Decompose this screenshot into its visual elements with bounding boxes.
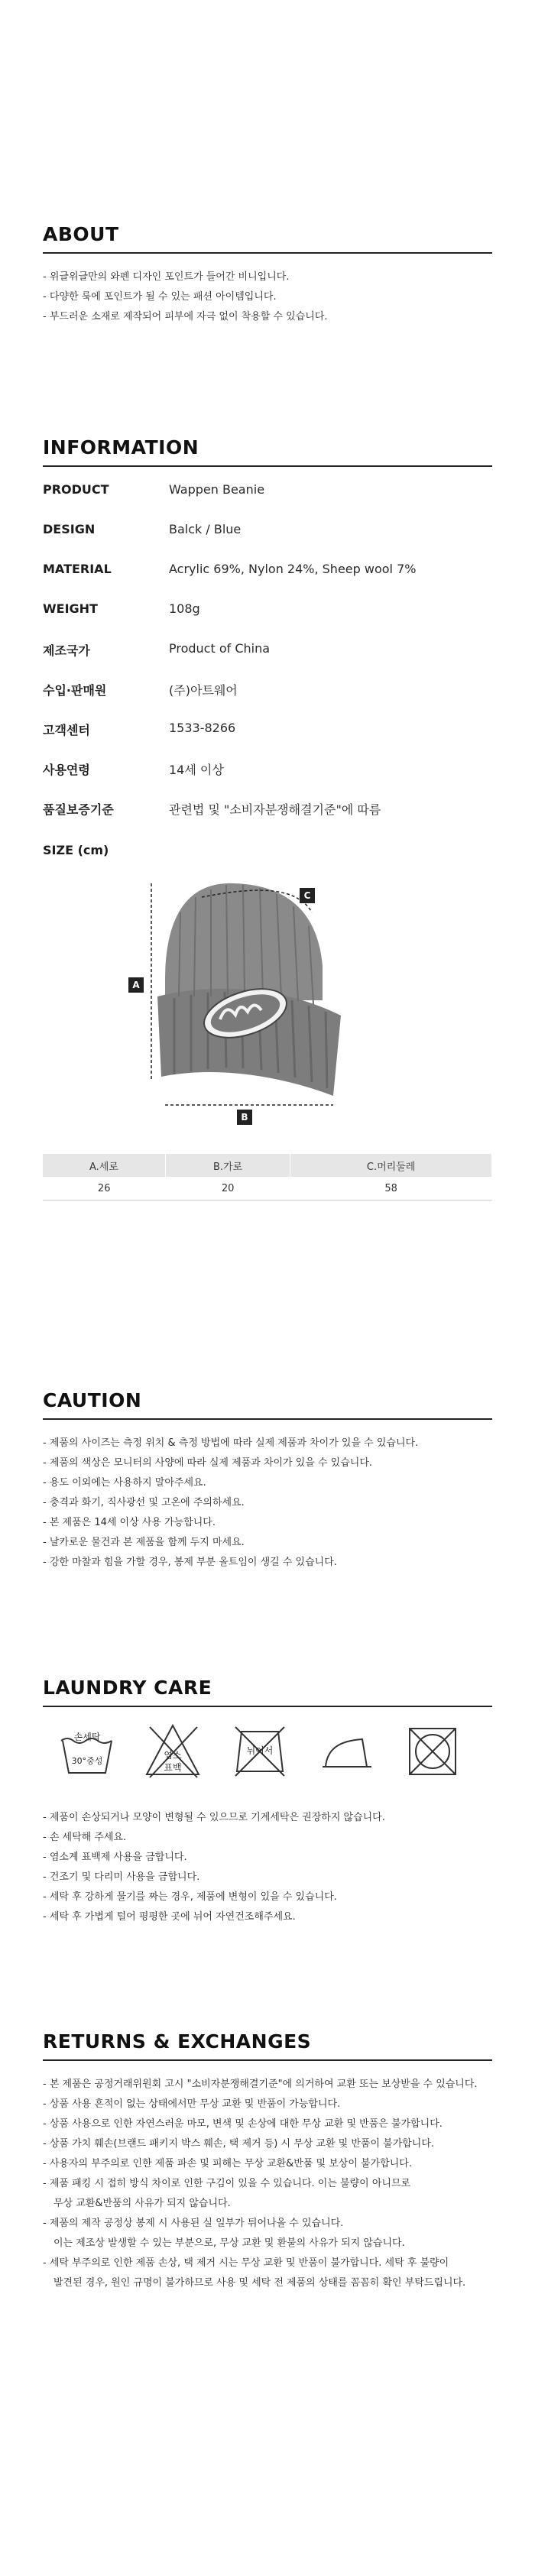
info-row-age bbox=[43, 748, 492, 788]
dimension-tag-b: B bbox=[237, 1110, 252, 1125]
size-table bbox=[43, 1154, 492, 1201]
returns-line: - 상품 가치 훼손(브랜드 패키지 박스 훼손, 택 제거 등) 시 무상 교환 및 반품이 불가합니다. bbox=[43, 2138, 435, 2150]
info-label: WEIGHT bbox=[43, 601, 98, 616]
laundry-divider bbox=[43, 1706, 492, 1707]
iron-icon bbox=[318, 1722, 376, 1781]
laundry-bullet: - 건조기 및 다리미 사용을 금합니다. bbox=[43, 1871, 200, 1883]
info-label: 고객센터 bbox=[43, 723, 90, 737]
returns-line: 이는 제조상 발생할 수 있는 부분으로, 무상 교환 및 환불의 사유가 되지 않습니다. bbox=[54, 2237, 405, 2249]
info-row-warranty bbox=[43, 788, 492, 828]
caution-bullet: - 본 제품은 14세 이상 사용 가능합니다. bbox=[43, 1517, 216, 1528]
info-value: 관련법 및 "소비자분쟁해결기준"에 따름 bbox=[169, 802, 381, 817]
about-title: ABOUT bbox=[43, 223, 119, 245]
returns-list bbox=[43, 2075, 492, 2293]
info-row-material bbox=[43, 549, 492, 589]
about-bullet: - 부드러운 소재로 제작되어 피부에 자극 없이 착용할 수 있습니다. bbox=[43, 311, 328, 322]
info-value: Wappen Beanie bbox=[169, 482, 265, 497]
caution-bullet: - 충격과 화기, 직사광선 및 고온에 주의하세요. bbox=[43, 1497, 245, 1508]
dry-flat-icon bbox=[231, 1722, 289, 1781]
laundry-bullet: - 세탁 후 가볍게 털어 평평한 곳에 뉘어 자연건조해주세요. bbox=[43, 1911, 296, 1923]
size-header: A.세로 bbox=[43, 1154, 165, 1177]
returns-line: - 제품의 제작 공정상 봉제 시 사용된 실 일부가 튀어나올 수 있습니다. bbox=[43, 2218, 344, 2229]
info-label: DESIGN bbox=[43, 522, 96, 536]
size-value: 58 bbox=[290, 1177, 492, 1201]
info-value: (주)아트웨어 bbox=[169, 683, 238, 698]
info-row-weight bbox=[43, 589, 492, 629]
laundry-bullet: - 염소계 표백제 사용을 금합니다. bbox=[43, 1852, 187, 1863]
info-label: 사용연령 bbox=[43, 763, 90, 777]
about-divider bbox=[43, 252, 492, 254]
hand-wash-bottom: 30°중성 bbox=[71, 1756, 103, 1766]
returns-divider bbox=[43, 2059, 492, 2061]
caution-bullet: - 제품의 사이즈는 측정 위치 & 측정 방법에 따라 실제 제품과 차이가 있을 수 있습니다. bbox=[43, 1437, 419, 1449]
caution-bullet: - 제품의 색상은 모니터의 사양에 따라 실제 제품과 차이가 있을 수 있습니다. bbox=[43, 1457, 373, 1469]
laundry-list bbox=[43, 1808, 492, 1927]
returns-line: 무상 교환&반품의 사유가 되지 않습니다. bbox=[54, 2198, 231, 2209]
information-table bbox=[43, 470, 492, 828]
returns-line: - 제품 패킹 시 접히 방식 차이로 인한 구김이 있을 수 있습니다. 이는 불량이 아니므로 bbox=[43, 2178, 411, 2189]
laundry-section bbox=[43, 1677, 492, 1927]
size-value: 20 bbox=[165, 1177, 290, 1201]
info-label: MATERIAL bbox=[43, 562, 112, 576]
info-label: 수입·판매원 bbox=[43, 683, 107, 698]
dimension-tag-a: A bbox=[128, 977, 144, 993]
care-icons bbox=[43, 1722, 492, 1791]
info-row-country bbox=[43, 629, 492, 669]
size-label: SIZE (cm) bbox=[43, 843, 109, 857]
info-row-product bbox=[43, 470, 492, 510]
returns-line: - 사용자의 부주의로 인한 제품 파손 및 피해는 무상 교환&반품 및 보상이 불가합니다. bbox=[43, 2158, 412, 2169]
info-value: Acrylic 69%, Nylon 24%, Sheep wool 7% bbox=[169, 562, 417, 576]
bleach-top: 염소 bbox=[164, 1750, 182, 1761]
laundry-bullet: - 세탁 후 강하게 물기를 짜는 경우, 제품에 변형이 있을 수 있습니다. bbox=[43, 1891, 337, 1903]
no-bleach-icon bbox=[144, 1722, 202, 1781]
size-value: 26 bbox=[43, 1177, 165, 1201]
info-row-importer bbox=[43, 669, 492, 708]
returns-line: - 세탁 부주의로 인한 제품 손상, 택 제거 시는 무상 교환 및 반품이 불가합니다. 세탁 후 불량이 bbox=[43, 2257, 449, 2269]
info-label: 제조국가 bbox=[43, 643, 90, 658]
laundry-bullet: - 제품이 손상되거나 모양이 변형될 수 있으므로 기계세탁은 권장하지 않습니다. bbox=[43, 1812, 385, 1823]
caution-section bbox=[43, 1389, 492, 1573]
about-bullet: - 다양한 룩에 포인트가 될 수 있는 패션 아이템입니다. bbox=[43, 291, 277, 303]
bleach-bottom: 표백 bbox=[164, 1762, 182, 1773]
hand-wash-top: 손세탁 bbox=[73, 1732, 101, 1742]
returns-line: - 본 제품은 공정거래위원회 고시 "소비자분쟁해결기준"에 의거하여 교환 또는 보상받을 수 있습니다. bbox=[43, 2079, 478, 2090]
info-value: Balck / Blue bbox=[169, 522, 242, 536]
tumble-label: 뉘어서 bbox=[246, 1745, 274, 1756]
caution-list bbox=[43, 1434, 492, 1573]
returns-section bbox=[43, 2030, 492, 2293]
info-label: PRODUCT bbox=[43, 482, 109, 497]
info-value: 14세 이상 bbox=[169, 763, 224, 777]
about-list bbox=[43, 267, 492, 327]
laundry-bullet: - 손 세탁해 주세요. bbox=[43, 1832, 127, 1843]
table-row bbox=[43, 1177, 492, 1201]
about-section bbox=[43, 223, 492, 327]
returns-title: RETURNS & EXCHANGES bbox=[43, 2030, 312, 2053]
returns-line: - 상품 사용 흔적이 없는 상태에서만 무상 교환 및 반품이 가능합니다. bbox=[43, 2098, 341, 2110]
returns-line: - 상품 사용으로 인한 자연스러운 마모, 변색 및 손상에 대한 무상 교환 및 반품은 불가합니다. bbox=[43, 2118, 443, 2130]
size-header: C.머리둘레 bbox=[290, 1154, 492, 1177]
returns-line: 발견된 경우, 원인 규명이 불가하므로 사용 및 세탁 전 제품의 상태를 꼼꼼히 확인 부탁드립니다. bbox=[54, 2277, 466, 2289]
caution-bullet: - 용도 이외에는 사용하지 말아주세요. bbox=[43, 1477, 206, 1489]
info-label: 품질보증기준 bbox=[43, 802, 114, 817]
info-row-cs bbox=[43, 708, 492, 748]
beanie-illustration bbox=[43, 867, 492, 1119]
caution-bullet: - 날카로운 물건과 본 제품을 함께 두지 마세요. bbox=[43, 1537, 245, 1548]
info-value: 108g bbox=[169, 601, 200, 616]
hand-wash-icon bbox=[58, 1722, 116, 1781]
size-diagram bbox=[43, 867, 492, 1123]
size-header: B.가로 bbox=[165, 1154, 290, 1177]
info-value: Product of China bbox=[169, 641, 271, 656]
info-value: 1533-8266 bbox=[169, 721, 236, 735]
information-title: INFORMATION bbox=[43, 436, 199, 458]
caution-divider bbox=[43, 1418, 492, 1420]
information-section bbox=[43, 436, 492, 1201]
dimension-tag-c: C bbox=[300, 888, 315, 903]
info-row-design bbox=[43, 510, 492, 549]
no-tumble-dry-icon bbox=[404, 1722, 462, 1781]
caution-title: CAUTION bbox=[43, 1389, 142, 1411]
caution-bullet: - 강한 마찰과 힘을 가할 경우, 봉제 부분 올트임이 생길 수 있습니다. bbox=[43, 1557, 337, 1568]
laundry-title: LAUNDRY CARE bbox=[43, 1677, 212, 1699]
about-bullet: - 위글위글만의 와펜 디자인 포인트가 들어간 비니입니다. bbox=[43, 271, 290, 283]
information-divider bbox=[43, 465, 492, 467]
